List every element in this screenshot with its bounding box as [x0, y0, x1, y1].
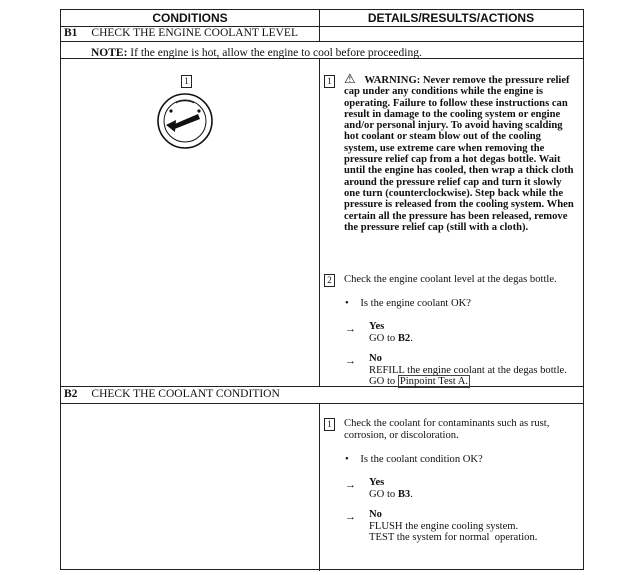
- b1-section-title: [64, 27, 298, 39]
- no-arrow-icon: →: [345, 511, 356, 523]
- yes-arrow-icon: →: [345, 323, 356, 335]
- b2-no-line1: FLUSH the engine cooling system.: [369, 520, 519, 532]
- b1-column-divider: [319, 58, 320, 386]
- warning-text: Never remove the pressure relief cap under any conditions while the engine is operating. Failure to follow these instructions can result in damage to the cooling system or engine and/or personal injury. To avoid having scalding hot coolant or steam blow out of the cooling system, use extreme care when removing the pressure relief cap from a hot degas bottle. Wait until the engine has cooled, then wrap a thick cloth around the pressure relief cap and turn it slowly one turn (counterclockwise). Step back while the pressure is released from the cooling system. When certain all the pressure has been released, remove the pressure relief cap (still with a cloth).: [344, 75, 574, 233]
- yes-arrow-icon: →: [345, 479, 356, 491]
- b2-step1-text: Check the coolant for contaminants such as rust, corrosion, or discoloration.: [344, 418, 550, 441]
- b2-column-divider: [319, 403, 320, 571]
- b2-no-label: No: [369, 509, 382, 520]
- b2-yes-answer: [369, 477, 413, 500]
- warning-triangle-icon: ⚠: [344, 71, 356, 86]
- pressure-relief-cap-illustration: [156, 92, 214, 150]
- b1-yes-answer: [369, 321, 413, 344]
- illustration-step-box: 1: [181, 75, 192, 88]
- b2-question: [345, 454, 483, 465]
- b1-no-text: REFILL the engine coolant at the degas bottle. GO to: [369, 364, 567, 387]
- diagnostic-table: [60, 9, 584, 570]
- b1-no-label: No: [369, 353, 382, 364]
- b1-yes-target-link[interactable]: B2: [397, 332, 411, 344]
- note-label: NOTE:: [91, 47, 128, 59]
- b1-code: B1: [64, 27, 78, 39]
- b2-no-line2: TEST the system for normal operation.: [369, 532, 538, 543]
- b1-step2-text: Check the engine coolant level at the degas bottle.: [344, 274, 557, 285]
- warning-label: WARNING:: [364, 75, 421, 86]
- b2-yes-label: Yes: [369, 477, 385, 488]
- b1-step2-box: 2: [324, 274, 335, 287]
- b1-yes-label: Yes: [369, 321, 385, 332]
- pinpoint-test-link[interactable]: Pinpoint Test A.: [399, 376, 469, 387]
- b1-no-answer: [369, 353, 579, 388]
- b2-yes-post: .: [410, 488, 413, 500]
- b2-yes-pre: GO to: [369, 488, 398, 500]
- b2-question-text: Is the coolant condition OK?: [360, 454, 483, 465]
- b2-title-divider: [61, 403, 583, 404]
- bullet-icon: •: [345, 298, 349, 309]
- b2-yes-target-link[interactable]: B3: [397, 488, 411, 500]
- b1-yes-post: .: [410, 332, 413, 344]
- b1-question: [345, 298, 471, 309]
- b1-warning: [344, 73, 576, 233]
- b1-title-divider: [61, 41, 583, 42]
- b1-note: [91, 47, 422, 59]
- b2-code: B2: [64, 388, 78, 400]
- b2-step1-box: 1: [324, 418, 335, 431]
- b2-no-answer: [369, 509, 537, 544]
- note-text: If the engine is hot, allow the engine to cool before proceeding.: [130, 47, 422, 59]
- b1-title-text: CHECK THE ENGINE COOLANT LEVEL: [91, 27, 298, 39]
- no-arrow-icon: →: [345, 355, 356, 367]
- b2-title-text: CHECK THE COOLANT CONDITION: [91, 388, 280, 400]
- b1-yes-pre: GO to: [369, 332, 398, 344]
- bullet-icon: •: [345, 454, 349, 465]
- details-header: DETAILS/RESULTS/ACTIONS: [367, 11, 535, 25]
- conditions-header: CONDITIONS: [152, 11, 228, 25]
- b2-section-title: [64, 388, 280, 400]
- b1-question-text: Is the engine coolant OK?: [360, 298, 471, 309]
- b1-step1-box: 1: [324, 75, 335, 88]
